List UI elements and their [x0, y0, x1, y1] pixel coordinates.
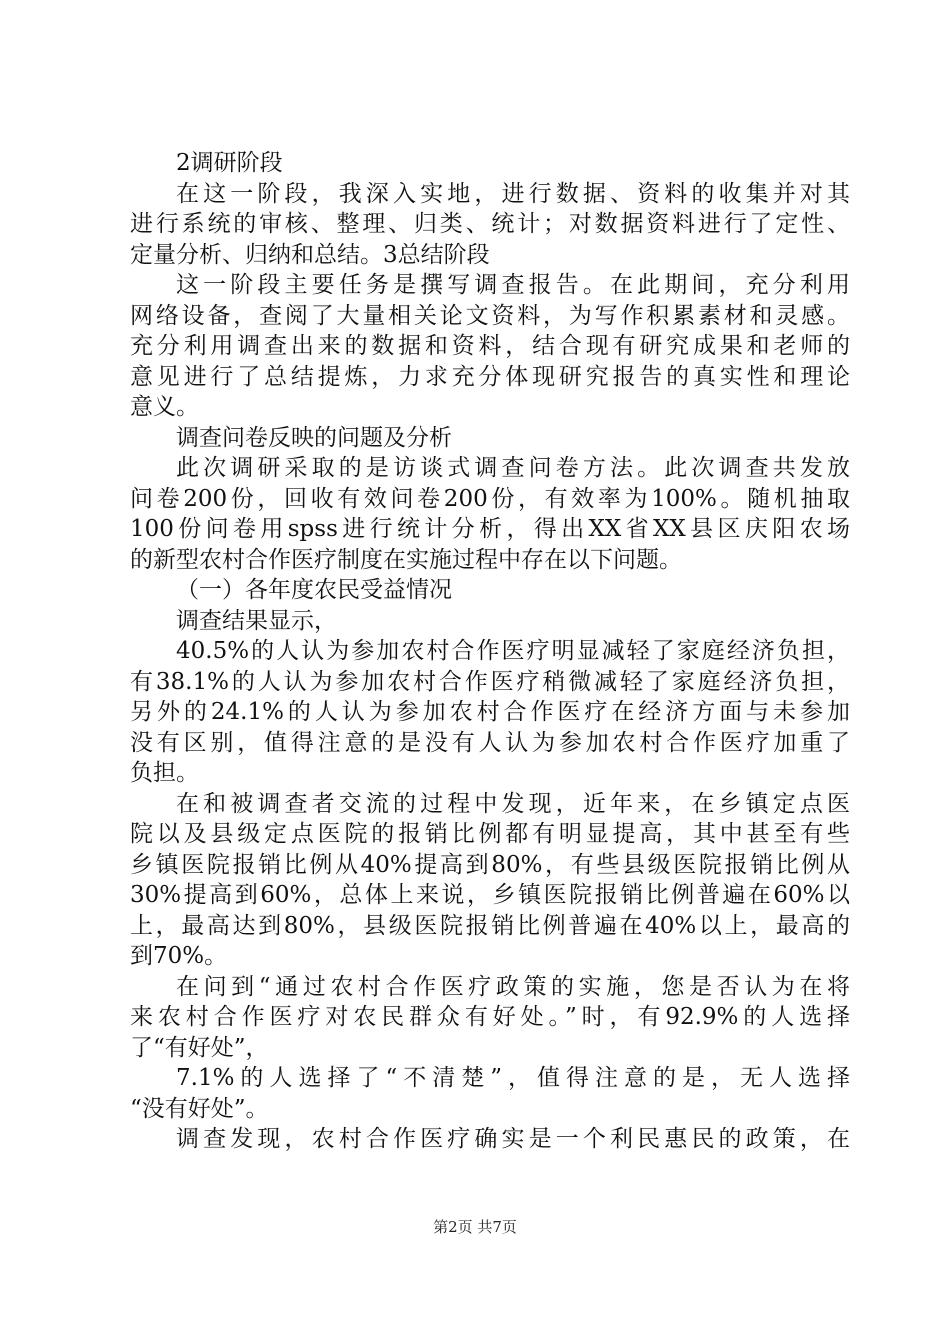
text-line: 调查发现，农村合作医疗确实是一个利民惠民的政策，在 — [176, 1126, 850, 1152]
text-line: 40.5%的人认为参加农村合作医疗明显减轻了家庭经济负担， — [176, 638, 850, 664]
text-line: 问卷200份，回收有效问卷200份，有效率为100%。随机抽取 — [130, 485, 850, 512]
text-line: 进行系统的审核、整理、归类、统计；对数据资料进行了定性、 — [130, 211, 850, 237]
document-body — [130, 148, 850, 1155]
text-line: 在这一阶段，我深入实地，进行数据、资料的收集并对其 — [176, 180, 850, 207]
text-line: 网络设备，查阅了大量相关论文资料，为写作积累素材和灵感。 — [130, 302, 850, 329]
text-line: 来农村合作医疗对农民群众有好处。”时，有92.9%的人选择 — [130, 1004, 850, 1030]
page-footer: 第2页 共7页 — [433, 1218, 517, 1236]
text-line: 2调研阶段 — [176, 150, 283, 176]
text-line: 这一阶段主要任务是撰写调查报告。在此期间，充分利用 — [176, 272, 850, 298]
text-line: 另外的24.1%的人认为参加农村合作医疗在经济方面与未参加 — [130, 699, 850, 725]
text-line: 在和被调查者交流的过程中发现，近年来，在乡镇定点医 — [176, 790, 850, 817]
text-line: 调查结果显示， — [176, 607, 337, 634]
text-line: 100份问卷用spss进行统计分析，得出XX省XX县区庆阳农场 — [130, 516, 850, 542]
text-line: 负担。 — [130, 760, 199, 786]
text-line: 意义。 — [130, 394, 199, 420]
text-line: 此次调研采取的是访谈式调查问卷方法。此次调查共发放 — [176, 455, 850, 481]
text-line: 乡镇医院报销比例从40%提高到80%，有些县级医院报销比例从 — [130, 851, 850, 878]
text-line: 30%提高到60%，总体上来说，乡镇医院报销比例普遍在60%以 — [130, 882, 850, 908]
text-line: “没有好处”。 — [130, 1095, 269, 1122]
text-line: 定量分析、归纳和总结。3总结阶段 — [130, 241, 490, 268]
text-line: 调查问卷反映的问题及分析 — [176, 424, 452, 451]
text-line: 有38.1%的人认为参加农村合作医疗稍微减轻了家庭经济负担， — [130, 668, 850, 695]
text-line: 院以及县级定点医院的报销比例都有明显提高，其中甚至有些 — [130, 821, 850, 847]
text-line: 上，最高达到80%，县级医院报销比例普遍在40%以上，最高的 — [130, 912, 850, 939]
text-line: 的新型农村合作医疗制度在实施过程中存在以下问题。 — [130, 546, 682, 573]
text-line: 意见进行了总结提炼，力求充分体现研究报告的真实性和理论 — [130, 363, 850, 390]
text-line: 在问到“通过农村合作医疗政策的实施，您是否认为在将 — [176, 973, 850, 1000]
text-line: 充分利用调查出来的数据和资料，结合现有研究成果和老师的 — [130, 333, 850, 359]
text-line: 到70%。 — [130, 943, 228, 969]
text-line: 7.1%的人选择了“不清楚”，值得注意的是，无人选择 — [176, 1065, 850, 1091]
text-line: 了“有好处”， — [130, 1034, 269, 1061]
text-line: （一）各年度农民受益情况 — [176, 577, 452, 603]
text-line: 没有区别，值得注意的是没有人认为参加农村合作医疗加重了 — [130, 729, 850, 756]
